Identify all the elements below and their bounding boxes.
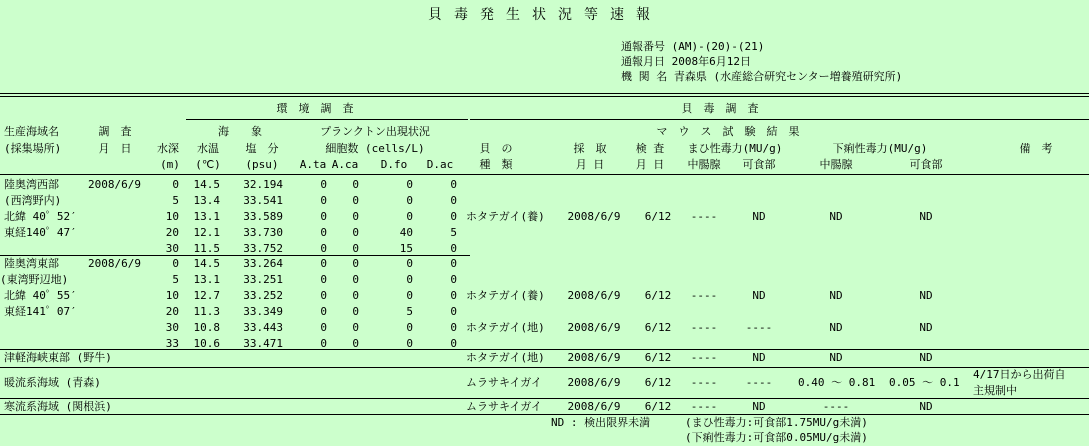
- site5-shell: ムラサキイガイ: [466, 400, 542, 413]
- site1-dsp-midgut: ND: [829, 210, 843, 223]
- site4-psp-midgut: ----: [690, 376, 718, 389]
- site1-salinity-cell: 33.589: [243, 210, 283, 223]
- site1-name: 陸奥湾西部: [4, 178, 59, 191]
- site1-temp-cell: 13.4: [193, 194, 220, 207]
- site4-sampling-date: 2008/6/9: [567, 376, 621, 389]
- site1-ata-cell: 0: [320, 242, 327, 255]
- salinity-unit: (psu): [245, 158, 279, 171]
- site2-salinity-cell: 33.252: [243, 289, 283, 302]
- site2-temp-cell: 10.8: [193, 321, 220, 334]
- site2-salinity-cell: 33.471: [243, 337, 283, 350]
- site1-dac-cell: 5: [450, 226, 457, 239]
- site5-psp-midgut: ----: [690, 400, 718, 413]
- site3-inspect-date: 6/12: [644, 351, 672, 364]
- site4-remark-line1: 4/17日から出荷自: [973, 368, 1066, 381]
- site1-dfo-cell: 0: [406, 178, 413, 191]
- toxin-group-header: 貝 毒 調 査: [681, 102, 759, 115]
- site2-aca-cell: 0: [352, 289, 359, 302]
- site1-temp-cell: 14.5: [193, 178, 220, 191]
- area-sub-header: (採集場所): [4, 142, 62, 155]
- site1-aca-cell: 0: [352, 178, 359, 191]
- site1-shell: ホタテガイ(養): [466, 210, 545, 223]
- site3-shell: ホタテガイ(地): [466, 351, 545, 364]
- site1-dac-cell: 0: [450, 194, 457, 207]
- site2-aca-cell: 0: [352, 321, 359, 334]
- survey-header: 調 査: [98, 125, 132, 138]
- site4-dsp-edible: 0.05 ～ 0.1: [889, 376, 960, 389]
- site1-ata-cell: 0: [320, 178, 327, 191]
- site2-lon: 東経141゜07′: [4, 305, 77, 318]
- site2-date: 2008/6/9: [88, 257, 141, 270]
- site5-dsp-edible: ND: [919, 400, 933, 413]
- site2-dfo-cell: 0: [406, 257, 413, 270]
- site2-dac-cell: 0: [450, 257, 457, 270]
- site1-dsp-edible: ND: [919, 210, 933, 223]
- site2-dfo-cell: 0: [406, 289, 413, 302]
- env-group-header: 環 境 調 査: [276, 102, 354, 115]
- site1-dfo-cell: 40: [399, 226, 413, 239]
- site2-depth-cell: 33: [165, 337, 179, 350]
- shell-sub-header: 種 類: [479, 158, 513, 171]
- remarks-header: 備 考: [1019, 142, 1053, 155]
- site1-aca-cell: 0: [352, 242, 359, 255]
- site2-dac-cell: 0: [450, 321, 457, 334]
- temp-header: 水温: [197, 142, 219, 155]
- report-date: 通報月日 2008年6月12日: [621, 55, 751, 68]
- site1-ata-cell: 0: [320, 194, 327, 207]
- dac-header: D.ac: [426, 158, 454, 171]
- site2-sub: (東湾野辺地): [0, 273, 69, 286]
- site1-ata-cell: 0: [320, 226, 327, 239]
- site5-dsp-midgut: ----: [822, 400, 850, 413]
- site1-dfo-cell: 15: [399, 242, 413, 255]
- site4-rule: [0, 398, 1089, 399]
- site2-salinity-cell: 33.349: [243, 305, 283, 318]
- site2-dfo-cell: 0: [406, 273, 413, 286]
- site1-temp-cell: 13.1: [193, 210, 220, 223]
- area-header: 生産海域名: [4, 125, 59, 138]
- site5-name: 寒流系海域 (関根浜): [4, 400, 112, 413]
- site1-date: 2008/6/9: [88, 178, 141, 191]
- site1-depth-cell: 10: [165, 210, 179, 223]
- site2-depth-cell: 30: [165, 321, 179, 334]
- site1-aca-cell: 0: [352, 210, 359, 223]
- site1-temp-cell: 12.1: [193, 226, 220, 239]
- site1-sampling-date: 2008/6/9: [567, 210, 621, 223]
- site5-sampling-date: 2008/6/9: [567, 400, 621, 413]
- site2-dsp-midgut2: ND: [829, 321, 843, 334]
- site1-salinity-cell: 33.541: [243, 194, 283, 207]
- site2-dsp-midgut1: ND: [829, 289, 843, 302]
- site4-shell: ムラサキイガイ: [466, 376, 542, 389]
- survey-date-header: 月 日: [98, 142, 132, 155]
- site2-ata-cell: 0: [320, 273, 327, 286]
- depth-unit: (m): [160, 158, 180, 171]
- site2-temp-cell: 11.3: [193, 305, 220, 318]
- site2-depth-cell: 10: [165, 289, 179, 302]
- note-nd: ND : 検出限界未満: [551, 416, 651, 429]
- site2-temp-cell: 10.6: [193, 337, 220, 350]
- site2-temp-cell: 14.5: [193, 257, 220, 270]
- site3-dsp-edible: ND: [919, 351, 933, 364]
- site2-aca-cell: 0: [352, 273, 359, 286]
- site1-aca-cell: 0: [352, 226, 359, 239]
- toxin-group-rule: [470, 119, 1089, 120]
- site2-rule: [0, 349, 1089, 350]
- sea-header: 海 象: [218, 125, 262, 138]
- cells-header: 細胞数 (cells/L): [325, 142, 425, 155]
- header-top-rule: [0, 93, 1089, 97]
- plankton-header: プランクトン出現状況: [320, 125, 430, 138]
- psp-edible-header: 可食部: [742, 158, 776, 171]
- shell-header: 貝 の: [479, 142, 513, 155]
- site1-ata-cell: 0: [320, 210, 327, 223]
- site2-dac-cell: 0: [450, 289, 457, 302]
- site2-psp-edible1: ND: [752, 289, 766, 302]
- site2-psp-edible2: ----: [745, 321, 773, 334]
- site2-dac-cell: 0: [450, 337, 457, 350]
- sampling-header: 採 取: [573, 142, 607, 155]
- site1-lat: 北緯 40゜52′: [4, 210, 77, 223]
- psp-midgut-header: 中腸腺: [687, 158, 721, 171]
- site3-name: 津軽海峡東部 (野牛): [4, 351, 112, 364]
- site2-salinity-cell: 33.251: [243, 273, 283, 286]
- psp-header: まひ性毒力(MU/g): [687, 142, 783, 155]
- site3-psp-midgut: ----: [690, 351, 718, 364]
- site2-lat: 北緯 40゜55′: [4, 289, 77, 302]
- note-psp-limit: (まひ性毒力:可食部1.75MU/g未満): [685, 416, 868, 429]
- site2-shell2: ホタテガイ(地): [466, 321, 545, 334]
- note-dsp-limit: (下痢性毒力:可食部0.05MU/g未満): [685, 431, 868, 444]
- site2-aca-cell: 0: [352, 337, 359, 350]
- site5-inspect-date: 6/12: [644, 400, 672, 413]
- mouse-header: マ ウ ス 試 験 結 果: [656, 125, 800, 138]
- site3-dsp-midgut: ND: [829, 351, 843, 364]
- site1-salinity-cell: 32.194: [243, 178, 283, 191]
- aca-header: A.ca: [331, 158, 359, 171]
- site1-temp-cell: 11.5: [193, 242, 220, 255]
- site2-dsp-edible1: ND: [919, 289, 933, 302]
- site1-sub: (西湾野内): [4, 194, 62, 207]
- site2-temp-cell: 13.1: [193, 273, 220, 286]
- site1-inspect-date: 6/12: [644, 210, 672, 223]
- site4-inspect-date: 6/12: [644, 376, 672, 389]
- ata-header: A.ta: [299, 158, 327, 171]
- dsp-midgut-header: 中腸腺: [819, 158, 853, 171]
- agency: 機 関 名 青森県 (水産総合研究センター増養殖研究所): [621, 70, 903, 83]
- site2-dfo-cell: 5: [406, 305, 413, 318]
- site2-dfo-cell: 0: [406, 337, 413, 350]
- site2-inspect-date1: 6/12: [644, 289, 672, 302]
- site2-aca-cell: 0: [352, 305, 359, 318]
- site4-remark-line2: 主規制中: [973, 384, 1017, 397]
- site1-dfo-cell: 0: [406, 210, 413, 223]
- dsp-edible-header: 可食部: [909, 158, 943, 171]
- site2-ata-cell: 0: [320, 257, 327, 270]
- dsp-header: 下痢性毒力(MU/g): [832, 142, 928, 155]
- page-title: 貝毒発生状況等速報: [428, 7, 662, 23]
- site1-aca-cell: 0: [352, 194, 359, 207]
- site1-dfo-cell: 0: [406, 194, 413, 207]
- header-bottom-rule: [0, 174, 1089, 175]
- site1-depth-cell: 30: [165, 242, 179, 255]
- site1-dac-cell: 0: [450, 178, 457, 191]
- table-bottom-rule: [0, 414, 1089, 415]
- site1-dac-cell: 0: [450, 242, 457, 255]
- site1-depth-cell: 20: [165, 226, 179, 239]
- site2-salinity-cell: 33.443: [243, 321, 283, 334]
- site2-ata-cell: 0: [320, 337, 327, 350]
- site1-depth-cell: 0: [172, 178, 179, 191]
- site1-rule: [0, 255, 470, 256]
- site2-sampling-date2: 2008/6/9: [567, 321, 621, 334]
- inspect-header: 検 査: [635, 142, 665, 155]
- site2-name: 陸奥湾東部: [4, 257, 59, 270]
- site2-inspect-date2: 6/12: [644, 321, 672, 334]
- dfo-header: D.fo: [380, 158, 408, 171]
- depth-header: 水深: [157, 142, 179, 155]
- site4-psp-edible: ----: [745, 376, 773, 389]
- site2-sampling-date1: 2008/6/9: [567, 289, 621, 302]
- site1-lon: 東経140゜47′: [4, 226, 77, 239]
- site1-salinity-cell: 33.752: [243, 242, 283, 255]
- site2-salinity-cell: 33.264: [243, 257, 283, 270]
- site3-psp-edible: ND: [752, 351, 766, 364]
- site2-shell1: ホタテガイ(養): [466, 289, 545, 302]
- env-group-rule: [186, 119, 468, 120]
- site2-psp-midgut2: ----: [690, 321, 718, 334]
- site1-dac-cell: 0: [450, 210, 457, 223]
- site2-ata-cell: 0: [320, 321, 327, 334]
- site2-aca-cell: 0: [352, 257, 359, 270]
- site4-name: 暖流系海域 (青森): [4, 376, 101, 389]
- site1-psp-edible: ND: [752, 210, 766, 223]
- site2-dac-cell: 0: [450, 273, 457, 286]
- temp-unit: (℃): [195, 158, 221, 171]
- site2-dac-cell: 0: [450, 305, 457, 318]
- site1-depth-cell: 5: [172, 194, 179, 207]
- site3-rule: [0, 367, 1089, 368]
- site5-psp-edible: ND: [752, 400, 766, 413]
- site2-depth-cell: 0: [172, 257, 179, 270]
- site2-psp-midgut1: ----: [690, 289, 718, 302]
- site2-dsp-edible2: ND: [919, 321, 933, 334]
- site2-ata-cell: 0: [320, 305, 327, 318]
- report-number: 通報番号 (AM)-(20)-(21): [621, 40, 765, 53]
- site1-salinity-cell: 33.730: [243, 226, 283, 239]
- sampling-sub-header: 月 日: [575, 158, 605, 171]
- site2-temp-cell: 12.7: [193, 289, 220, 302]
- site2-depth-cell: 5: [172, 273, 179, 286]
- inspect-sub-header: 月 日: [635, 158, 665, 171]
- site3-sampling-date: 2008/6/9: [567, 351, 621, 364]
- salinity-header: 塩 分: [245, 142, 279, 155]
- site2-ata-cell: 0: [320, 289, 327, 302]
- site4-dsp-midgut: 0.40 ～ 0.81: [798, 376, 876, 389]
- site2-dfo-cell: 0: [406, 321, 413, 334]
- site1-psp-midgut: ----: [690, 210, 718, 223]
- site2-depth-cell: 20: [165, 305, 179, 318]
